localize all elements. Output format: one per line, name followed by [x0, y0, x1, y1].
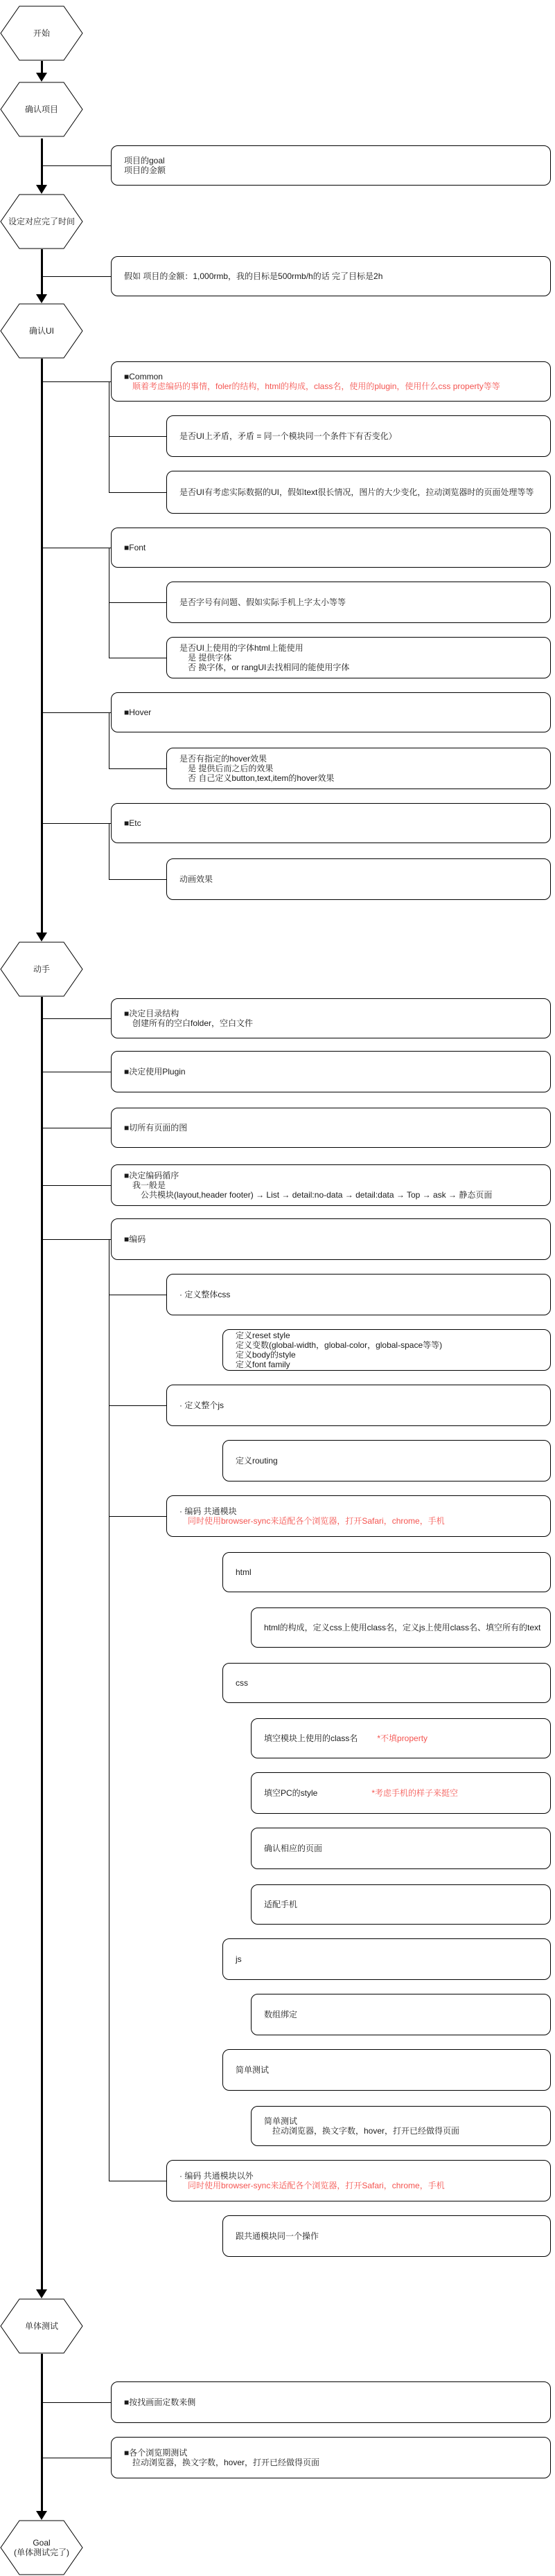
hexagon-set-deadline[interactable]	[0, 194, 83, 249]
flow-box-html-file[interactable]	[222, 1552, 551, 1592]
flow-box-folder-structure[interactable]	[111, 998, 551, 1038]
flow-box-adapt-mobile[interactable]	[251, 1884, 551, 1925]
arrowhead-down-icon	[36, 2289, 47, 2298]
flow-arrow-line	[41, 997, 43, 2290]
flow-box-text: ■决定使用Plugin	[124, 1067, 186, 1077]
flow-box-ui-consistency[interactable]	[166, 415, 551, 457]
hexagon-start-work[interactable]	[0, 942, 83, 997]
flow-box-font[interactable]	[111, 528, 551, 568]
connector-line	[109, 492, 166, 493]
flow-box-text	[252, 1788, 550, 1798]
flow-box-text: · 编码 共通模块以外	[179, 2171, 254, 2181]
flow-box-fill-pc-style[interactable]	[251, 1772, 551, 1814]
flow-box-text: 动画效果	[179, 874, 213, 884]
connector-line	[109, 879, 166, 880]
flow-box-text: 定义body的style	[236, 1350, 296, 1360]
connector-line	[109, 768, 166, 769]
flow-box-css-file[interactable]	[222, 1663, 551, 1703]
hexagon-label: 动手	[33, 964, 50, 974]
flow-box-text: 确认相应的页面	[264, 1844, 323, 1853]
connector-line	[42, 165, 111, 166]
flow-box-define-js[interactable]	[166, 1385, 551, 1426]
flow-box-text: · 编码 共通模块	[179, 1506, 237, 1516]
flow-box-animation[interactable]	[166, 858, 551, 900]
connector-line	[42, 1018, 111, 1019]
flow-box-text: 定义reset style	[236, 1331, 290, 1340]
flow-box-hover[interactable]	[111, 692, 551, 732]
hexagon-confirm-ui[interactable]	[0, 303, 83, 359]
hexagon-label: 设定对应完了时间	[8, 217, 75, 226]
flow-box-text: ■Font	[124, 543, 146, 552]
hexagon-label: 单体测试	[24, 2321, 58, 2331]
hexagon-label: 确认UI	[28, 326, 54, 336]
flow-box-text: ■决定编码循序	[124, 1171, 179, 1180]
flow-box-project-goal-amount[interactable]	[111, 145, 551, 186]
connector-line	[109, 1516, 166, 1517]
flow-box-simple-test-details[interactable]	[251, 2106, 551, 2146]
hexagon-confirm-project[interactable]	[0, 82, 83, 137]
connector-line	[42, 712, 111, 713]
flow-box-simple-test[interactable]	[222, 2049, 551, 2091]
flow-box-text: 同时使用browser-sync来适配各个浏览器，打开Safari，chrome，手机	[188, 2181, 445, 2190]
flow-box-text: 填空PC的style	[264, 1788, 318, 1798]
flow-box-text: 是否UI上使用的字体html上能使用	[179, 643, 303, 653]
hexagon-goal[interactable]	[0, 2520, 83, 2575]
hexagon-label: 确认项目	[24, 105, 58, 114]
flow-box-text: 拉动浏览器，换文字数，hover，打开已经做得页面	[132, 2458, 320, 2467]
hexagon-unit-test[interactable]	[0, 2298, 83, 2354]
flow-box-text: 定义变数(global-width，global-color，global-space等等)	[236, 1340, 443, 1350]
flow-box-text: 拉动浏览器，换文字数，hover，打开已经做得页面	[272, 2126, 460, 2136]
flow-box-text: ■Etc	[124, 818, 141, 828]
flow-box-text: 是 提供字体	[188, 653, 232, 663]
flow-box-font-size[interactable]	[166, 582, 551, 623]
flow-box-etc[interactable]	[111, 803, 551, 843]
flow-arrow-line	[41, 138, 43, 186]
flow-box-note: *不填property	[377, 1733, 428, 1743]
flow-box-code-other-modules[interactable]	[166, 2160, 551, 2201]
flow-box-data-binding[interactable]	[251, 1994, 551, 2035]
flow-box-text: 假如 项目的金额：1,000rmb，我的目标是500rmb/h的话 完了目标是2h	[124, 271, 383, 281]
connector-line	[42, 381, 111, 382]
flow-box-text: ■切所有页面的图	[124, 1123, 188, 1133]
flow-arrow-line	[41, 61, 43, 73]
flow-box-text: html的构成，定义css上使用class名，定义js上使用class名、填空所有的text	[264, 1623, 541, 1632]
flow-box-text: ■决定目录结构	[124, 1009, 179, 1018]
flow-box-code-common-module[interactable]	[166, 1495, 551, 1537]
flow-box-text: ■Common	[124, 372, 163, 381]
flow-box-common[interactable]	[111, 361, 551, 402]
connector-line	[109, 1405, 166, 1406]
flow-box-text: ■编码	[124, 1234, 146, 1244]
flow-box-text: 跟共通模块同一个操作	[236, 2231, 319, 2241]
flow-box-text: 定义routing	[236, 1456, 278, 1466]
flow-box-text: 项目的goal	[124, 156, 165, 165]
arrowhead-down-icon	[36, 185, 47, 194]
flow-arrow-line	[41, 2354, 43, 2512]
flow-box-text: 是否UI有考虑实际数据的UI，假如text很长情况，图片的大少变化，拉动浏览器时的页面处理等等	[179, 487, 534, 497]
hexagon-start[interactable]	[0, 6, 83, 61]
connector-line	[109, 602, 166, 603]
flow-box-text: 简单测试	[264, 2116, 298, 2126]
flow-box-define-routing[interactable]	[222, 1440, 551, 1481]
flow-box-text: 是否UI上矛盾，矛盾 = 同一个模块同一个条件下有否变化）	[179, 431, 397, 441]
flow-box-text: 公共模块(layout,header footer) → List → detail:no-data → detail:data → Top → ask → 静态页面	[141, 1190, 493, 1200]
flow-box-text: 同时使用browser-sync来适配各个浏览器，打开Safari，chrome，手机	[188, 1516, 445, 1526]
connector-line	[42, 823, 111, 824]
flow-box-text: 顺着考虑编码的事情，foler的结构，html的构成，class名，使用的plugin，使用什么css property等等	[132, 381, 500, 391]
connector-line	[42, 1239, 111, 1240]
flow-box-text: css	[236, 1678, 248, 1688]
flow-box-text: ■按找画面定数来侧	[124, 2397, 196, 2407]
arrowhead-down-icon	[36, 294, 47, 303]
flow-box-text: · 定义整体css	[179, 1290, 231, 1299]
flow-box-text: ■各个浏览期测试	[124, 2448, 188, 2458]
flow-box-note: *考虑手机的样子来挺空	[371, 1788, 459, 1798]
hexagon-label: 开始	[33, 28, 50, 38]
flow-box-slice-images[interactable]	[111, 1108, 551, 1148]
flow-box-same-as-common[interactable]	[222, 2215, 551, 2257]
flow-box-text: 是 提供后而之后的效果	[188, 764, 274, 773]
connector-line	[109, 436, 166, 437]
flow-box-text: · 定义整个js	[179, 1400, 224, 1410]
flow-box-text: 我一般是	[132, 1180, 166, 1190]
flow-box-ui-real-data[interactable]	[166, 471, 551, 514]
flow-box-text: 是否字号有问题、假如实际手机上字太小等等	[179, 597, 346, 607]
flow-box-coding-order[interactable]	[111, 1164, 551, 1206]
hexagon-label: Goal (单体测试完了)	[14, 2538, 69, 2557]
flow-box-text: html	[236, 1567, 252, 1577]
flow-box-text: 简单测试	[236, 2065, 270, 2075]
flow-box-text: 适配手机	[264, 1900, 298, 1909]
flow-box-text: js	[236, 1954, 242, 1964]
flow-box-text: 定义font family	[236, 1360, 290, 1369]
flow-box-text: 创建所有的空白folder，空白文件	[132, 1018, 254, 1028]
flow-box-time-estimate[interactable]	[111, 256, 551, 296]
flow-box-text: 项目的金额	[124, 165, 166, 175]
arrowhead-down-icon	[36, 2511, 47, 2520]
flow-box-js-file[interactable]	[222, 1938, 551, 1980]
flow-box-browser-tests[interactable]	[111, 2437, 551, 2478]
connector-line	[42, 2402, 111, 2403]
arrowhead-down-icon	[36, 73, 47, 82]
connector-line	[42, 1185, 111, 1186]
flow-box-decide-plugin[interactable]	[111, 1051, 551, 1092]
flow-box-font-usable[interactable]	[166, 637, 551, 678]
flow-box-hover-effect[interactable]	[166, 748, 551, 789]
connector-line	[42, 276, 111, 277]
flow-box-check-pages[interactable]	[251, 1828, 551, 1869]
arrowhead-down-icon	[36, 933, 47, 942]
flow-arrow-line	[41, 359, 43, 933]
flow-box-text: 否 换字体，or rangUI去找相同的能使用字体	[188, 663, 350, 672]
flow-box-coding[interactable]	[111, 1218, 551, 1260]
flow-box-css-details[interactable]	[222, 1329, 551, 1371]
flow-arrow-line	[41, 249, 43, 295]
flow-box-text: 否 自己定义button,text,item的hover效果	[188, 773, 335, 783]
flow-box-text: ■Hover	[124, 708, 152, 717]
flow-box-fill-class-names[interactable]	[251, 1718, 551, 1758]
flow-box-text: 填空模块上使用的class名	[264, 1733, 358, 1743]
flow-box-text: 数组绑定	[264, 2010, 298, 2019]
flow-box-html-details[interactable]	[251, 1607, 551, 1648]
flow-box-test-by-constants[interactable]	[111, 2381, 551, 2423]
flow-box-text	[252, 1733, 550, 1743]
flow-box-define-css[interactable]	[166, 1274, 551, 1315]
flow-box-text: 是否有指定的hover效果	[179, 754, 267, 764]
